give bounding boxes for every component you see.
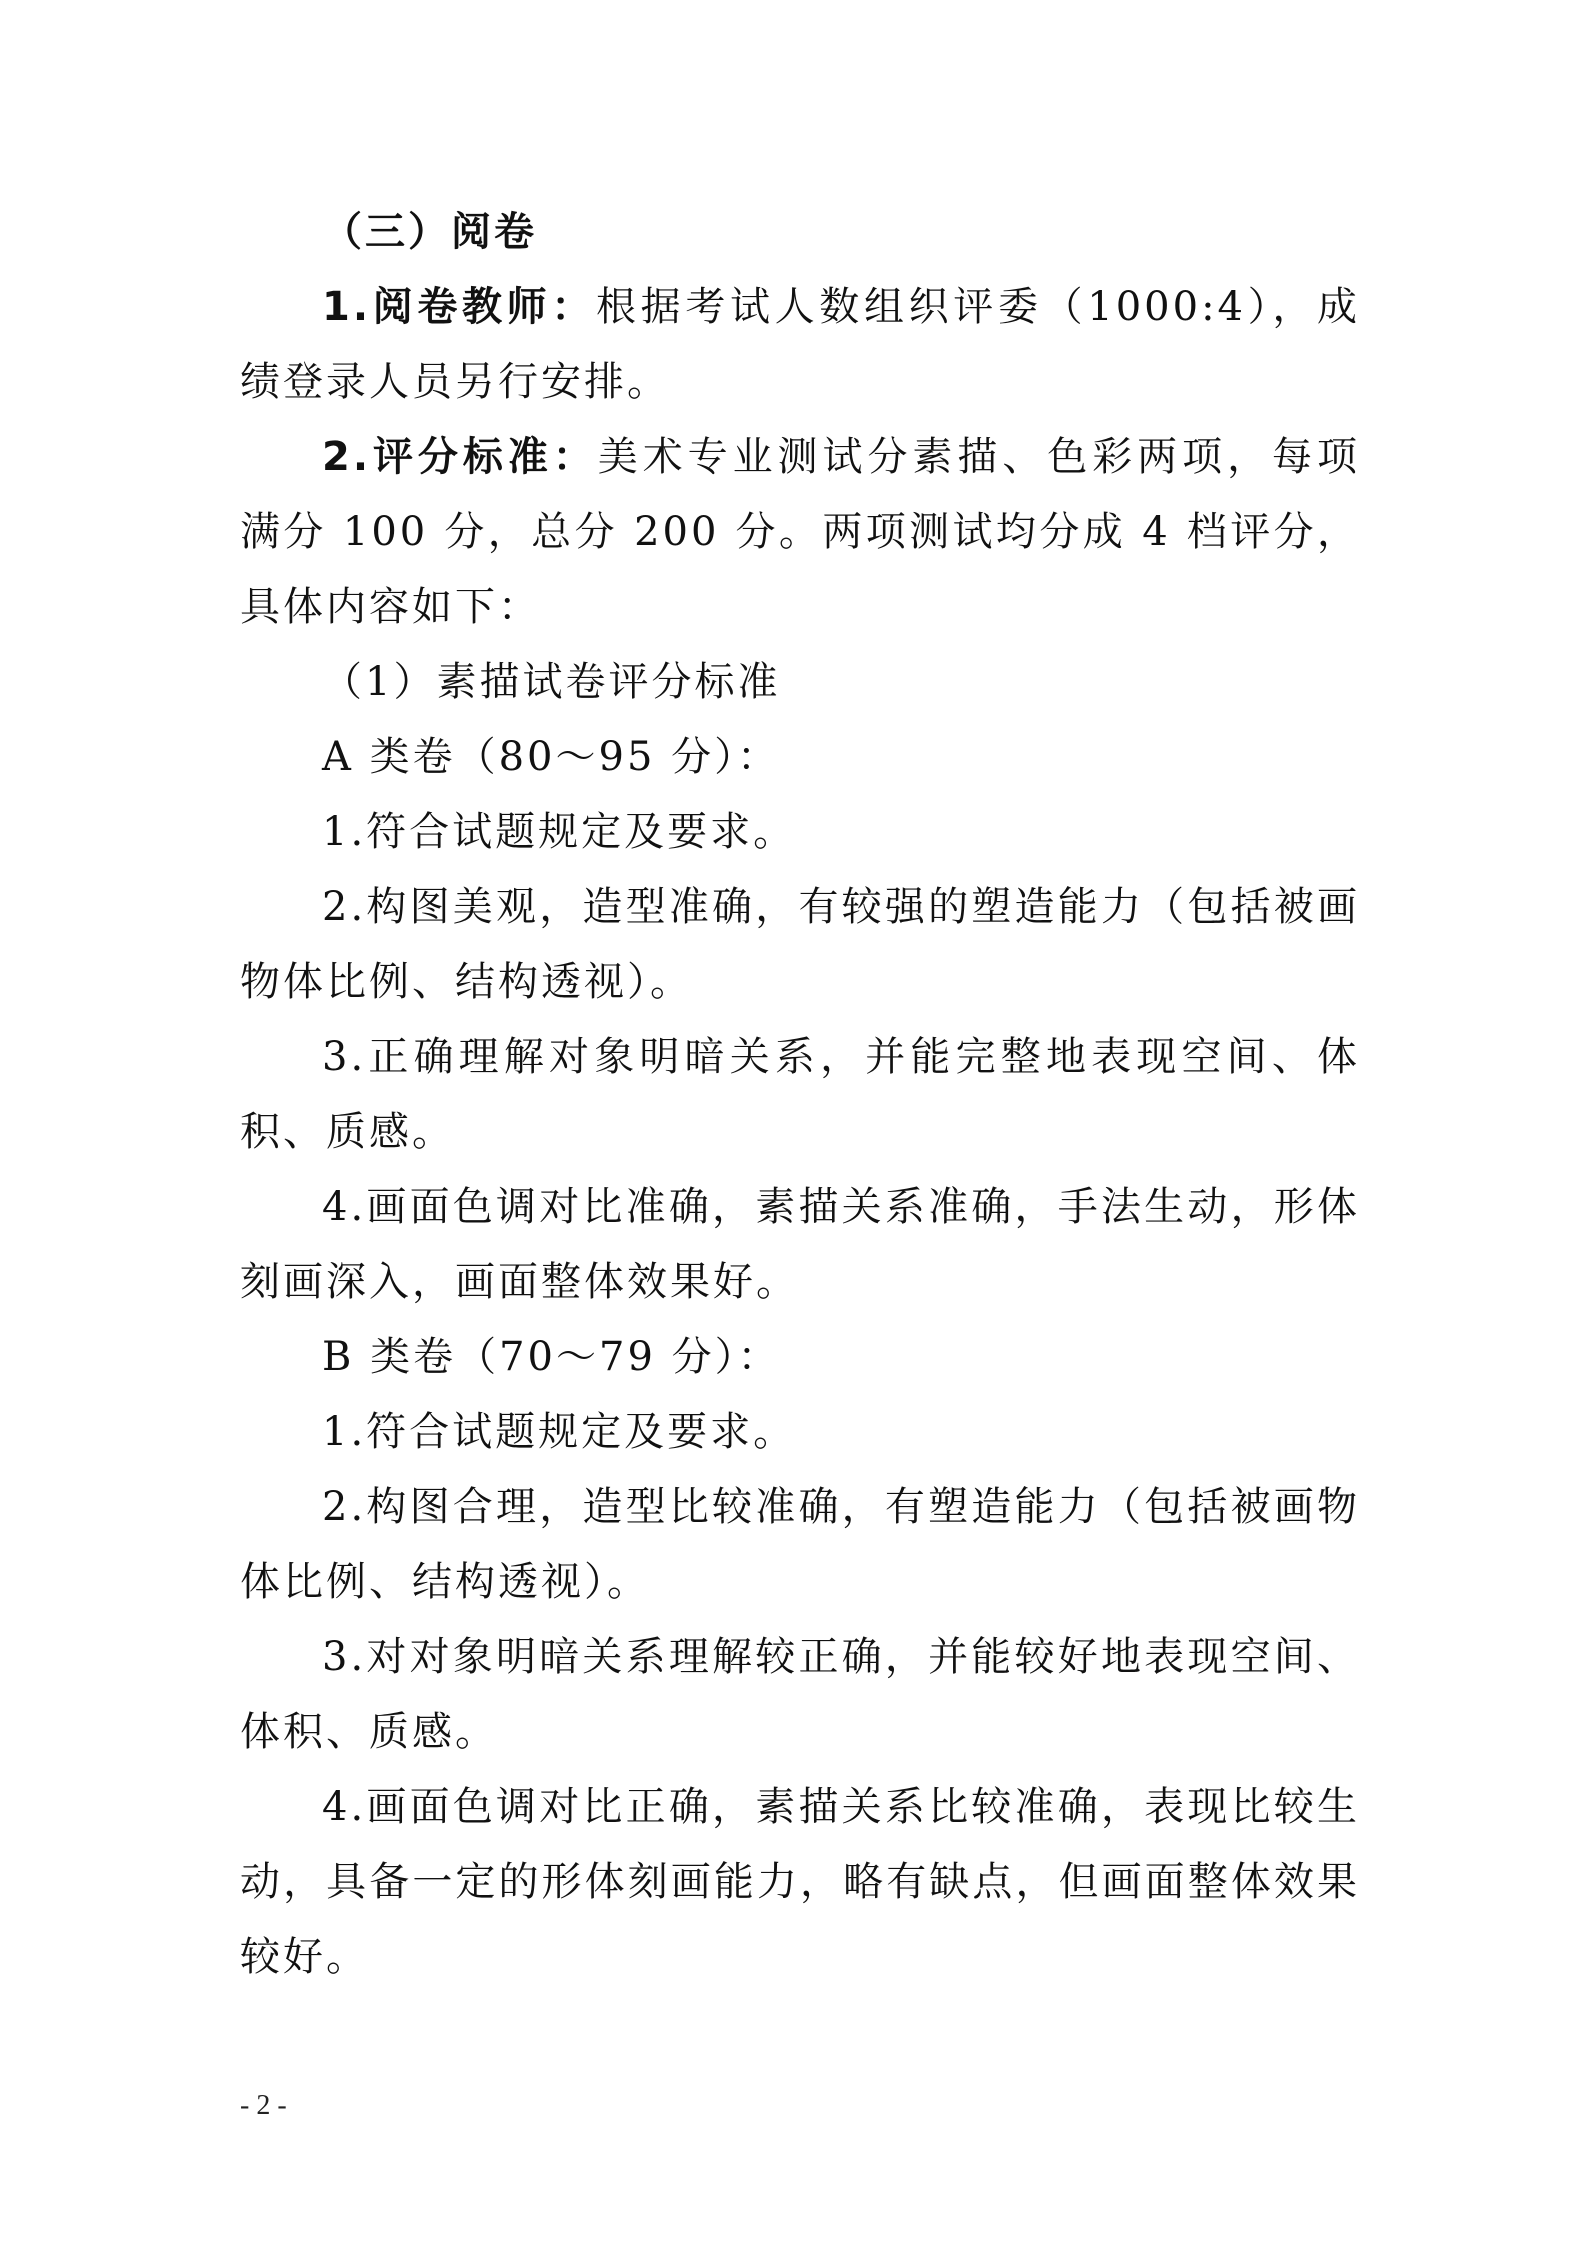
section-heading: （三）阅卷 (322, 209, 537, 255)
grade-a-point-4: 4.画面色调对比准确，素描关系准确，手法生动，形体刻画深入，画面整体效果好。 (240, 1184, 1360, 1305)
grade-a-point-2: 2.构图美观，造型准确，有较强的塑造能力（包括被画物体比例、结构透视）。 (240, 884, 1360, 1005)
grade-b-title: B 类卷（70～79 分）： (322, 1334, 781, 1380)
page-number: - 2 - (240, 2090, 287, 2121)
grade-b-point-1: 1.符合试题规定及要求。 (322, 1409, 797, 1455)
document-body (240, 195, 1360, 1995)
paragraph-text-reviewers: 根据考试人数组织评委（1000:4），成绩登录人员另行安排。 (240, 284, 1360, 405)
grade-b-point-3: 3.对对象明暗关系理解较正确，并能较好地表现空间、体积、质感。 (240, 1634, 1360, 1755)
paragraph-lead-scoring: 2.评分标准： (322, 434, 598, 480)
paragraph-text-scoring: 美术专业测试分素描、色彩两项，每项满分 100 分，总分 200 分。两项测试均分成 4 档评分，具体内容如下： (240, 434, 1360, 630)
grade-a-point-1: 1.符合试题规定及要求。 (322, 809, 797, 855)
grade-a-point-3: 3.正确理解对象明暗关系，并能完整地表现空间、体积、质感。 (240, 1034, 1360, 1155)
grade-a-title: A 类卷（80～95 分）： (322, 734, 781, 780)
paragraph-scoring-standard (240, 420, 1360, 645)
paragraph-reviewers (240, 270, 1360, 420)
grade-b-point-4: 4.画面色调对比正确，素描关系比较准确，表现比较生动，具备一定的形体刻画能力，略有缺点，但画面整体效果较好。 (240, 1784, 1360, 1980)
grade-b-point-2: 2.构图合理，造型比较准确，有塑造能力（包括被画物体比例、结构透视）。 (240, 1484, 1360, 1605)
paragraph-lead-reviewers: 1.阅卷教师： (322, 284, 596, 330)
subsection-heading: （1）素描试卷评分标准 (322, 659, 781, 705)
